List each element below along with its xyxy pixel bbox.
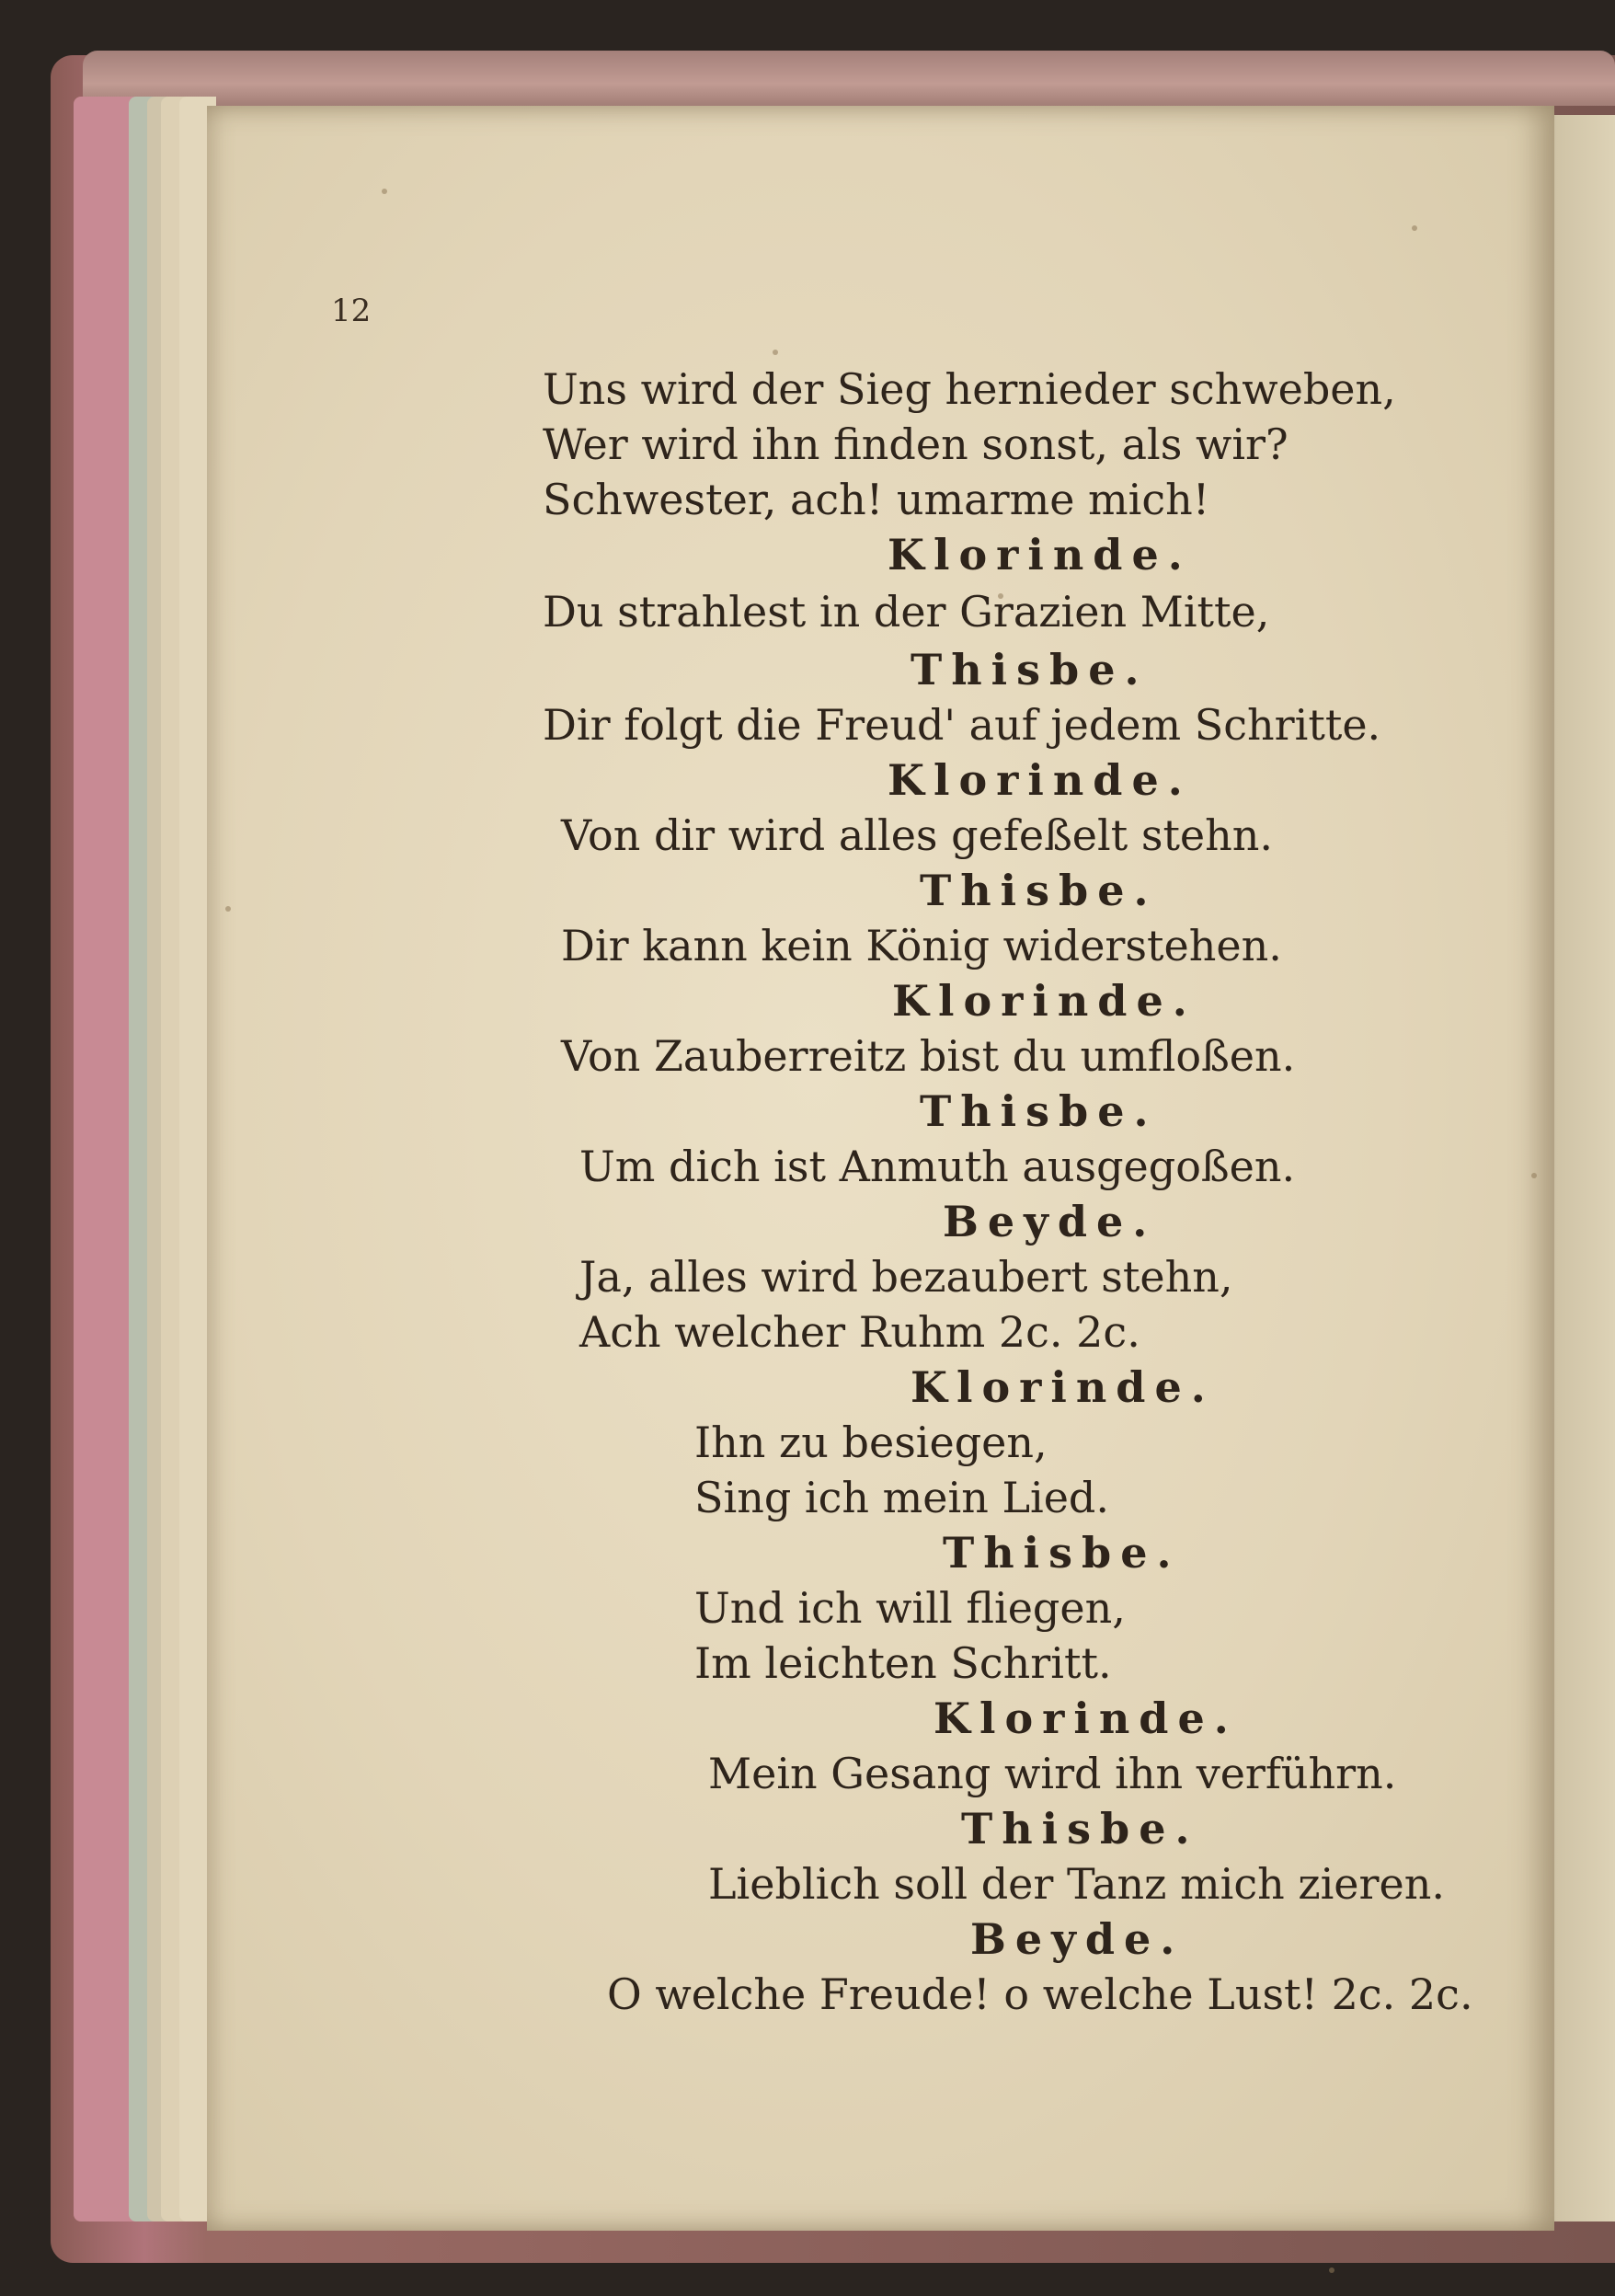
speaker-name: Thisbe. — [920, 866, 1158, 915]
verse-line: Lieblich soll der Tanz mich zieren. — [708, 1859, 1445, 1909]
verse-line: Dir kann kein König widerstehen. — [561, 921, 1282, 970]
speaker-name: Beyde. — [970, 1914, 1185, 1964]
verse-line: Schwester, ach! umarme mich! — [543, 475, 1210, 524]
paper-speck — [1531, 1173, 1537, 1178]
paper-speck — [1329, 2267, 1334, 2273]
verse-line: Mein Gesang wird ihn verführn. — [708, 1749, 1397, 1798]
speaker-name: Thisbe. — [911, 645, 1149, 695]
verse-line: Von dir wird alles gefeßelt stehn. — [561, 810, 1274, 860]
facing-page-edge — [1545, 115, 1615, 2221]
verse-line: Du strahlest in der Grazien Mitte, — [543, 587, 1270, 637]
verse-line: Wer wird ihn finden sonst, als wir? — [543, 419, 1289, 469]
speaker-name: Thisbe. — [920, 1086, 1158, 1136]
verse-line: Ihn zu besiegen, — [694, 1418, 1048, 1467]
verse-line: Und ich will fliegen, — [694, 1583, 1126, 1633]
paper-speck — [1412, 225, 1417, 231]
speaker-name: Thisbe. — [943, 1528, 1181, 1578]
speaker-name: Klorinde. — [911, 1362, 1215, 1412]
speaker-name: Klorinde. — [888, 755, 1192, 805]
verse-line: Sing ich mein Lied. — [694, 1473, 1109, 1522]
speaker-name: Klorinde. — [892, 976, 1197, 1026]
verse-line: Dir folgt die Freud' auf jedem Schritte. — [543, 700, 1381, 750]
book-cover-top-edge — [83, 51, 1615, 106]
verse-line: Von Zauberreitz bist du umfloßen. — [561, 1031, 1296, 1081]
paper-speck — [382, 189, 387, 194]
verse-line: Ja, alles wird bezaubert stehn, — [579, 1252, 1233, 1302]
page-number: 12 — [331, 293, 372, 329]
verse-line: O welche Freude! o welche Lust! 2c. 2c. — [607, 1969, 1473, 2019]
speaker-name: Klorinde. — [933, 1693, 1238, 1743]
speaker-name: Thisbe. — [961, 1804, 1199, 1854]
verse-line: Ach welcher Ruhm 2c. 2c. — [579, 1307, 1140, 1357]
verse-line: Uns wird der Sieg hernieder schweben, — [543, 364, 1396, 414]
verse-line: Um dich ist Anmuth ausgegoßen. — [579, 1142, 1296, 1191]
speaker-name: Klorinde. — [888, 530, 1192, 580]
paper-speck — [225, 906, 231, 912]
paper-speck — [773, 350, 778, 355]
speaker-name: Beyde. — [943, 1197, 1157, 1246]
verse-line: Im leichten Schritt. — [694, 1638, 1112, 1688]
